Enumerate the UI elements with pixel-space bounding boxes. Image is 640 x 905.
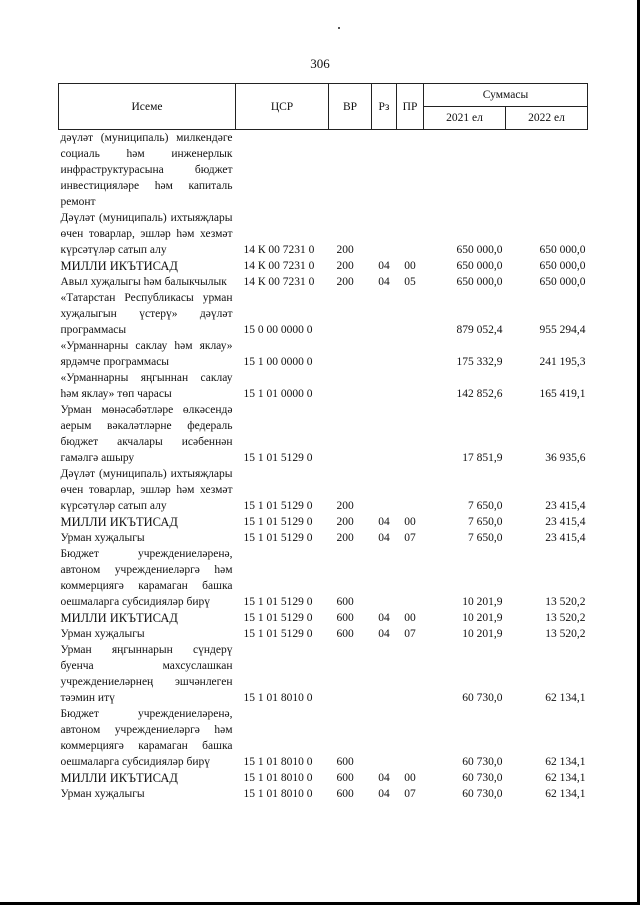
row-name: Урман хуҗалыгы — [60, 532, 145, 544]
row-csr-code: 15 1 01 5129 0 — [243, 596, 313, 608]
row-amount-2022: 62 134,1 — [545, 772, 586, 784]
row-csr-code — [236, 130, 329, 211]
budget-table — [58, 83, 588, 802]
row-vr-code: 600 — [336, 612, 354, 624]
row-pr-code — [397, 402, 424, 466]
row-pr-code: 05 — [404, 276, 416, 288]
row-amount-2021: 60 730,0 — [462, 692, 503, 704]
scan-speck — [338, 27, 340, 29]
row-amount-2022: 23 415,4 — [545, 532, 586, 544]
header-pr: ПР — [397, 84, 424, 130]
row-name: Урман яңгыннарын сүндерү буенча махсуслашкан учреждениеләрнең эшчәнлеген тәэмин итү — [60, 644, 233, 704]
table-row — [59, 514, 588, 530]
row-rz-code — [372, 546, 397, 610]
row-name: Авыл хуҗалыгы һәм балыкчылык — [60, 276, 227, 288]
row-amount-2022: 13 520,2 — [545, 596, 586, 608]
row-pr-code — [397, 130, 424, 211]
row-amount-2022: 36 935,6 — [545, 452, 586, 464]
header-year-2021: 2021 ел — [424, 107, 506, 130]
table-row — [59, 642, 588, 706]
row-pr-code: 07 — [404, 532, 416, 544]
row-name: Дәүләт (муниципаль) ихтыяҗлары өчен товарлар, эшләр һәм хезмәт күрсәтүләр сатып алу — [60, 468, 233, 512]
row-amount-2021: 60 730,0 — [462, 772, 503, 784]
table-row — [59, 546, 588, 610]
row-vr-code: 600 — [336, 756, 354, 768]
row-rz-code: 04 — [378, 276, 390, 288]
row-pr-code: 07 — [404, 788, 416, 800]
row-amount-2021: 60 730,0 — [462, 788, 503, 800]
row-amount-2022: 165 419,1 — [539, 388, 586, 400]
row-amount-2021: 650 000,0 — [456, 276, 503, 288]
table-row — [59, 706, 588, 770]
row-rz-code: 04 — [378, 628, 390, 640]
row-vr-code — [329, 642, 372, 706]
table-body — [59, 130, 588, 803]
row-rz-code: 04 — [378, 516, 390, 528]
row-amount-2021: 10 201,9 — [462, 612, 503, 624]
row-rz-code — [372, 210, 397, 258]
row-csr-code: 15 1 01 5129 0 — [243, 452, 313, 464]
row-rz-code — [372, 706, 397, 770]
row-vr-code: 600 — [336, 772, 354, 784]
row-name: «Татарстан Республикасы урман хуҗалыгын үстерү» дәүләт программасы — [60, 292, 233, 336]
row-vr-code: 600 — [336, 628, 354, 640]
row-amount-2022: 241 195,3 — [539, 356, 586, 368]
row-amount-2022: 13 520,2 — [545, 628, 586, 640]
row-csr-code: 14 К 00 7231 0 — [243, 260, 315, 272]
row-rz-code: 04 — [378, 532, 390, 544]
row-amount-2022: 650 000,0 — [539, 260, 586, 272]
row-amount-2021: 7 650,0 — [468, 516, 503, 528]
row-amount-2021: 60 730,0 — [462, 756, 503, 768]
row-name: Бюджет учреждениеләренә, автоном учреждениеләргә һәм коммерциягә карамаган башка оешмаларга субсидияләр бирү — [60, 708, 233, 768]
row-amount-2022: 650 000,0 — [539, 276, 586, 288]
table-row — [59, 338, 588, 370]
row-vr-code — [329, 290, 372, 338]
table-row — [59, 530, 588, 546]
row-name: МИЛЛИ ИКЪТИСАД — [60, 515, 178, 529]
row-name: Урман хуҗалыгы — [60, 788, 145, 800]
table-row — [59, 770, 588, 786]
row-vr-code: 200 — [336, 500, 354, 512]
header-name: Исеме — [59, 84, 236, 130]
row-pr-code: 00 — [404, 260, 416, 272]
row-name: Урман хуҗалыгы — [60, 628, 145, 640]
row-vr-code — [329, 130, 372, 211]
header-csr: ЦСР — [236, 84, 329, 130]
row-vr-code — [329, 338, 372, 370]
row-rz-code — [372, 402, 397, 466]
row-name: Бюджет учреждениеләренә, автоном учреждениеләргә һәм коммерциягә карамаган башка оешмаларга субсидияләр бирү — [60, 548, 233, 608]
row-amount-2022: 13 520,2 — [545, 612, 586, 624]
row-vr-code: 200 — [336, 516, 354, 528]
table-row — [59, 786, 588, 802]
row-vr-code: 600 — [336, 788, 354, 800]
row-pr-code: 07 — [404, 628, 416, 640]
row-csr-code: 15 1 01 8010 0 — [243, 788, 313, 800]
row-csr-code: 15 1 01 5129 0 — [243, 532, 313, 544]
row-vr-code: 200 — [336, 244, 354, 256]
row-csr-code: 15 0 00 0000 0 — [243, 324, 313, 336]
row-name: «Урманнарны яңгыннан саклау һәм яклау» төп чарасы — [60, 372, 233, 400]
table-row — [59, 402, 588, 466]
row-amount-2021: 17 851,9 — [462, 452, 503, 464]
table-row — [59, 274, 588, 290]
row-pr-code — [397, 642, 424, 706]
row-pr-code: 00 — [404, 516, 416, 528]
row-rz-code: 04 — [378, 788, 390, 800]
row-csr-code: 15 1 01 5129 0 — [243, 628, 313, 640]
row-csr-code: 15 1 01 0000 0 — [243, 388, 313, 400]
row-amount-2021: 650 000,0 — [456, 260, 503, 272]
header-vr: ВР — [329, 84, 372, 130]
row-vr-code: 600 — [336, 596, 354, 608]
row-csr-code: 15 1 00 0000 0 — [243, 356, 313, 368]
row-amount-2022 — [506, 130, 588, 211]
row-csr-code: 15 1 01 8010 0 — [243, 772, 313, 784]
page-number: 306 — [310, 56, 330, 71]
row-name: дәүләт (муниципаль) милкендәге социаль һәм инженерлык инфраструктурасына бюджет инвестицияләре һәм капиталь ремонт — [60, 132, 233, 208]
row-rz-code: 04 — [378, 260, 390, 272]
row-rz-code — [372, 290, 397, 338]
table-row — [59, 626, 588, 642]
row-amount-2021: 879 052,4 — [456, 324, 503, 336]
header-rz: Рз — [372, 84, 397, 130]
row-amount-2021: 650 000,0 — [456, 244, 503, 256]
row-amount-2021: 7 650,0 — [468, 500, 503, 512]
row-pr-code — [397, 290, 424, 338]
table-row — [59, 466, 588, 514]
row-amount-2022: 62 134,1 — [545, 756, 586, 768]
row-rz-code: 04 — [378, 612, 390, 624]
row-pr-code — [397, 466, 424, 514]
row-pr-code — [397, 706, 424, 770]
row-amount-2021: 10 201,9 — [462, 628, 503, 640]
row-rz-code — [372, 642, 397, 706]
table-row — [59, 130, 588, 211]
row-csr-code: 15 1 01 8010 0 — [243, 756, 313, 768]
row-vr-code — [329, 402, 372, 466]
row-pr-code — [397, 370, 424, 402]
header-sums: Суммасы — [424, 84, 588, 107]
row-amount-2021: 10 201,9 — [462, 596, 503, 608]
row-pr-code — [397, 210, 424, 258]
row-vr-code: 200 — [336, 532, 354, 544]
table-row — [59, 610, 588, 626]
row-csr-code: 15 1 01 5129 0 — [243, 612, 313, 624]
row-csr-code: 15 1 01 5129 0 — [243, 516, 313, 528]
row-rz-code — [372, 370, 397, 402]
row-amount-2021 — [424, 130, 506, 211]
row-amount-2021: 175 332,9 — [456, 356, 503, 368]
row-vr-code — [329, 370, 372, 402]
header-year-2022: 2022 ел — [506, 107, 588, 130]
row-amount-2022: 62 134,1 — [545, 692, 586, 704]
row-pr-code: 00 — [404, 612, 416, 624]
row-name: МИЛЛИ ИКЪТИСАД — [60, 611, 178, 625]
row-csr-code: 15 1 01 5129 0 — [243, 500, 313, 512]
row-name: «Урманнарны саклау һәм яклау» ярдәмче программасы — [60, 340, 233, 368]
table-row — [59, 290, 588, 338]
row-csr-code: 14 К 00 7231 0 — [243, 244, 315, 256]
row-amount-2022: 23 415,4 — [545, 516, 586, 528]
row-name: Дәүләт (муниципаль) ихтыяҗлары өчен товарлар, эшләр һәм хезмәт күрсәтүләр сатып алу — [60, 212, 233, 256]
row-rz-code: 04 — [378, 772, 390, 784]
table-header — [59, 84, 588, 130]
row-rz-code — [372, 130, 397, 211]
row-vr-code: 200 — [336, 260, 354, 272]
row-rz-code — [372, 466, 397, 514]
row-pr-code — [397, 338, 424, 370]
row-rz-code — [372, 338, 397, 370]
row-amount-2021: 7 650,0 — [468, 532, 503, 544]
row-amount-2022: 650 000,0 — [539, 244, 586, 256]
table-row — [59, 370, 588, 402]
row-pr-code — [397, 546, 424, 610]
table-row — [59, 258, 588, 274]
table-row — [59, 210, 588, 258]
row-name: Урман мөнәсәбәтләре өлкәсендә аерым вәкаләтләрне федераль бюджет акчалары исәбеннән гамәлгә ашыру — [60, 404, 233, 464]
row-pr-code: 00 — [404, 772, 416, 784]
row-amount-2022: 23 415,4 — [545, 500, 586, 512]
row-csr-code: 14 К 00 7231 0 — [243, 276, 315, 288]
row-csr-code: 15 1 01 8010 0 — [243, 692, 313, 704]
row-amount-2022: 62 134,1 — [545, 788, 586, 800]
row-amount-2022: 955 294,4 — [539, 324, 586, 336]
row-vr-code: 200 — [336, 276, 354, 288]
row-amount-2021: 142 852,6 — [456, 388, 503, 400]
row-name: МИЛЛИ ИКЪТИСАД — [60, 771, 178, 785]
row-name: МИЛЛИ ИКЪТИСАД — [60, 259, 178, 273]
